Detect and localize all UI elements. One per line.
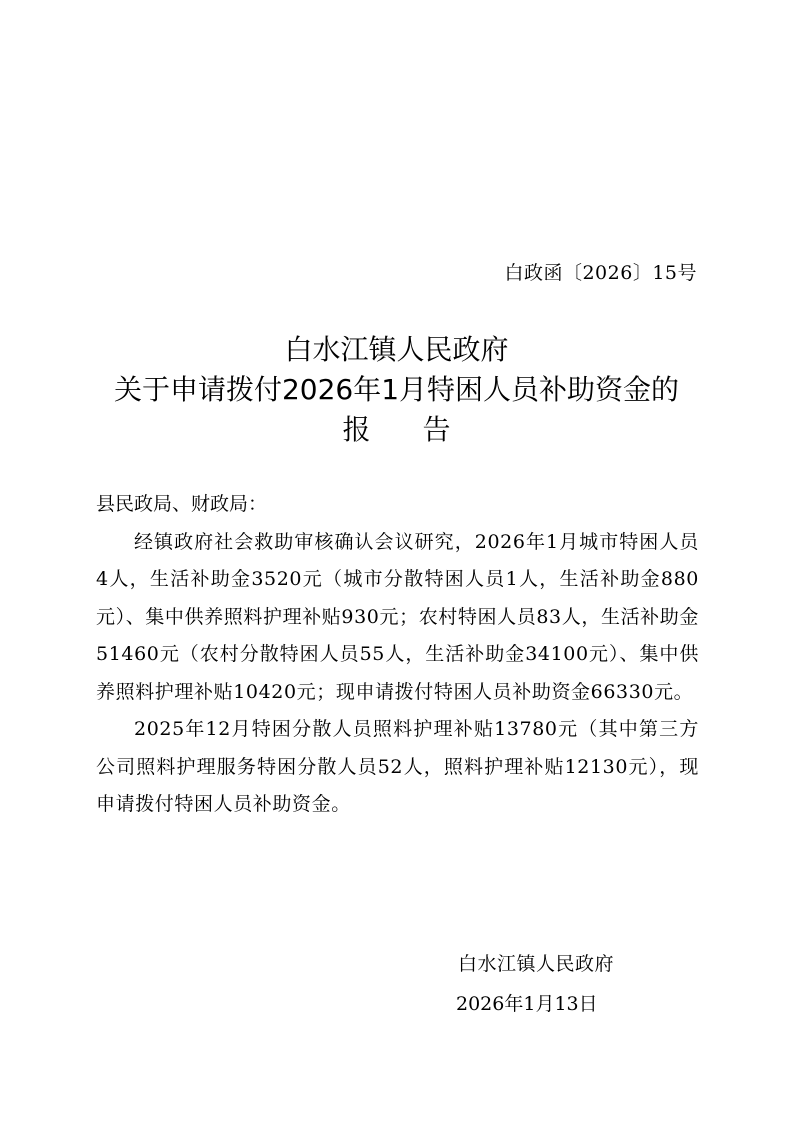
title-line-2: 关于申请拨付2026年1月特困人员补助资金的 bbox=[113, 373, 680, 406]
title-report-char-1: 报 bbox=[342, 413, 371, 446]
document-body bbox=[96, 486, 699, 824]
document-title bbox=[60, 330, 733, 450]
title-line-3 bbox=[60, 410, 733, 450]
title-report-char-2: 告 bbox=[422, 413, 451, 446]
body-paragraph-1: 经镇政府社会救助审核确认会议研究，2026年1月城市特困人员4人，生活补助金3520元（城市分散特困人员1人，生活补助金880元）、集中供养照料护理补贴930元；农村特困人员83人，生活补助金 51460元（农村分散特困人员55人，生活补助金34100元）、集中供养照料护理补贴10420元；现申请拨付特困人员补助资金66330元。 bbox=[96, 530, 699, 703]
signature-block bbox=[458, 944, 614, 1024]
addressee: 县民政局、财政局： bbox=[96, 493, 268, 515]
title-line-1: 白水江镇人民政府 bbox=[284, 333, 509, 366]
signature-date: 2026年1月13日 bbox=[456, 993, 598, 1015]
document-number: 白政函〔2026〕15号 bbox=[504, 262, 697, 284]
signature-organization: 白水江镇人民政府 bbox=[458, 953, 615, 975]
body-paragraph-2: 2025年12月特困分散人员照料护理补贴13780元（其中第三方公司照料护理服务特困分散人员52人，照料护理补贴12130元），现申请拨付特困人员补助资金。 bbox=[96, 718, 699, 815]
